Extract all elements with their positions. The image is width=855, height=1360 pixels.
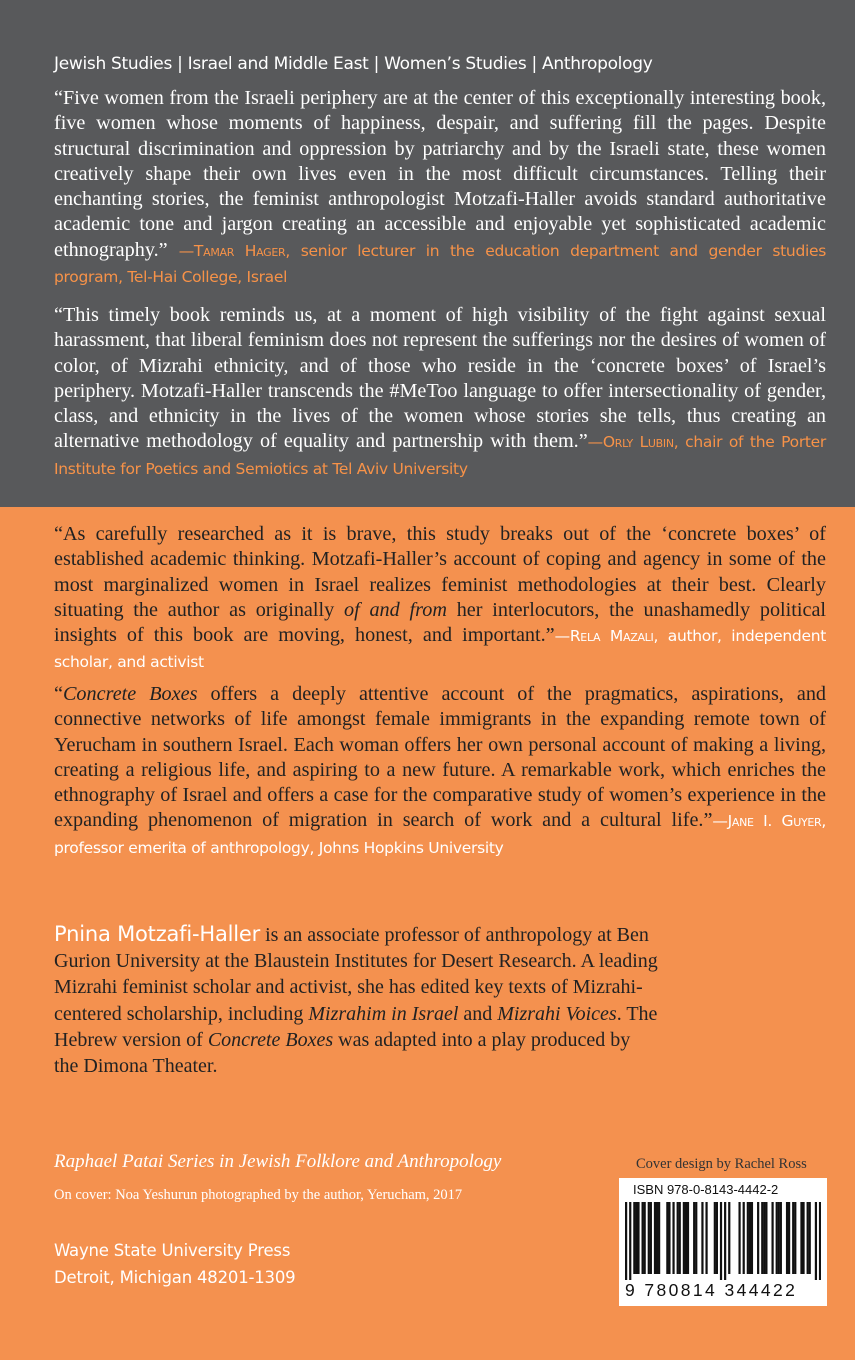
barcode-bar	[701, 1202, 703, 1274]
barcode-bar	[625, 1202, 627, 1280]
barcode-digits: 9 780814 344422	[625, 1280, 798, 1300]
barcode-bar	[642, 1202, 644, 1274]
bio-italic-1: Mizrahim in Israel	[308, 1002, 459, 1025]
barcode-bar	[792, 1202, 794, 1274]
barcode-bar	[788, 1202, 790, 1274]
barcode-bar	[743, 1202, 745, 1274]
barcode-bar	[720, 1202, 722, 1280]
barcode-bar	[705, 1202, 707, 1274]
blurb-3-text-b: her interlocutors, the unashamedly political insights of this book are moving, honest, and important.”	[54, 598, 827, 647]
barcode-bar	[776, 1202, 778, 1274]
barcode-bar	[650, 1202, 652, 1274]
barcode-bar	[637, 1202, 639, 1274]
barcode-bar	[724, 1202, 726, 1280]
top-gray-band	[0, 0, 855, 507]
barcode-bar	[757, 1202, 759, 1274]
barcode-bar	[800, 1202, 802, 1274]
blurb-4	[54, 682, 826, 861]
barcode-bar	[656, 1202, 658, 1274]
barcode-bar	[687, 1202, 689, 1274]
barcode-bar	[815, 1202, 817, 1280]
blurb-2-text: “This timely book reminds us, at a moment of high visibility of the fight against sexual harassment, that liberal feminism does not represent the sufferings nor the desires of women of color, of Mizrahi ethnicity, and of those who reside in the ‘concrete boxes’ of Israel’s periphery. Motzafi-Haller transcends the #MeToo language to offer intersectionality of gender, class, and ethnicity in the lives of the women whose stories she tells, thus creating an alternative methodology of equality and partnership with them.”	[54, 304, 826, 453]
barcode-bar	[683, 1202, 685, 1274]
barcode-bar	[672, 1202, 674, 1274]
bottom-orange-band	[0, 507, 855, 1360]
blurb-4-open-quote: “	[54, 683, 63, 705]
barcode-bar	[635, 1202, 637, 1274]
barcode-bar	[677, 1202, 679, 1274]
blurb-3	[54, 522, 826, 676]
author-name: Pnina Motzafi-Haller	[54, 922, 261, 946]
blurb-4-author: —Jane I. Guyer,	[712, 812, 826, 831]
barcode-bar	[716, 1202, 718, 1274]
bio-text-a: is an associate professor of anthropology at Ben Gurion University at the Blaustein Institutes for Desert Research. A leading Mizrahi feminist scholar and activist, she has edited key texts of Mizrahi-centered scholarship, including	[54, 924, 658, 1025]
cover-design-credit: Cover design by Rachel Ross	[636, 1156, 807, 1172]
barcode-bar	[668, 1202, 670, 1274]
blurb-3-author: —Rela Mazali,	[554, 627, 659, 646]
barcode-bar	[633, 1202, 635, 1274]
blurb-3-text-a: “As carefully researched as it is brave, this study breaks out of the ‘concrete boxes’ of established academic thinking. Motzafi-Haller’s account of coping and agency in some of the most marginalized women in Israel realizes feminist methodologies at their best. Clearly situating the author as originally	[54, 523, 826, 621]
barcode-bar	[819, 1202, 821, 1280]
barcode-bar	[658, 1202, 660, 1274]
barcode-bar	[648, 1202, 650, 1274]
barcode-bar	[809, 1202, 811, 1274]
barcode-bar	[751, 1202, 753, 1274]
barcode-bar	[771, 1202, 773, 1274]
blurb-4-text-italic: Concrete Boxes	[62, 683, 198, 705]
blurb-3-role: author, independent scholar, and activist	[54, 627, 826, 672]
publisher-block	[54, 1237, 295, 1291]
barcode-bar	[728, 1202, 730, 1274]
barcode-bar	[807, 1202, 809, 1274]
blurb-2	[54, 303, 826, 482]
blurb-1-author: —Tamar Hager,	[178, 241, 291, 260]
barcode-bar	[749, 1202, 751, 1274]
publisher-name: Wayne State University Press	[54, 1241, 291, 1260]
bio-text-b: and	[458, 1002, 498, 1025]
blurb-3-text-italic: of and from	[343, 598, 447, 621]
subject-categories: Jewish Studies | Israel and Middle East | Women’s Studies | Anthropology	[54, 54, 653, 74]
series-title: Raphael Patai Series in Jewish Folklore and Anthropology	[54, 1151, 502, 1172]
blurb-4-role: professor emerita of anthropology, Johns Hopkins University	[54, 838, 504, 857]
barcode-bar	[763, 1202, 765, 1274]
barcode-bar	[780, 1202, 782, 1274]
blurb-1	[54, 86, 826, 290]
barcode-bar	[685, 1202, 687, 1274]
barcode-bar	[765, 1202, 767, 1274]
barcode-bar	[644, 1202, 646, 1274]
barcode-bar	[786, 1202, 788, 1274]
barcode-bar	[761, 1202, 763, 1274]
barcode-bar	[794, 1202, 796, 1274]
bio-italic-2: Mizrahi Voices	[497, 1002, 617, 1025]
publisher-address: Detroit, Michigan 48201-1309	[54, 1268, 296, 1287]
blurb-1-text: “Five women from the Israeli periphery are at the center of this exceptionally interesting book, five women whose moments of happiness, despair, and suffering fill the pages. Despite structural discrimination and oppression by patriarchy and by the Israeli state, these women creatively shape their own lives even in the most difficult circumstances. Telling their enchanting stories, the feminist anthropologist Motzafi-Haller avoids standard authoritative academic tone and jargon creating an accessible and enjoyable yet sophisticated academic ethnography.”	[54, 87, 826, 261]
isbn-barcode	[619, 1178, 827, 1306]
barcode-bar	[629, 1202, 631, 1280]
barcode-bars	[625, 1202, 821, 1280]
cover-photo-credit: On cover: Noa Yeshurun photographed by the author, Yerucham, 2017	[54, 1187, 463, 1203]
barcode-bar	[666, 1202, 668, 1274]
isbn-label: ISBN 978-0-8143-4442-2	[633, 1182, 779, 1197]
barcode-bar	[693, 1202, 695, 1274]
barcode-bar	[679, 1202, 681, 1274]
author-bio	[54, 921, 659, 1079]
bio-text-d: was adapted into a play produced by the Dimona Theater.	[54, 1028, 631, 1078]
barcode-bar	[802, 1202, 804, 1274]
barcode-bar	[778, 1202, 780, 1274]
barcode-bar	[738, 1202, 740, 1274]
blurb-2-role: chair of the Porter Institute for Poetics and Semiotics at Tel Aviv University	[54, 433, 826, 478]
barcode-bar	[714, 1202, 716, 1274]
barcode-bar	[695, 1202, 697, 1274]
blurb-1-role: senior lecturer in the education department and gender studies program, Tel-Hai College, Israel	[54, 241, 826, 287]
barcode-bar	[747, 1202, 749, 1274]
blurb-4-text-b: offers a deeply attentive account of the pragmatics, aspirations, and connective networks of life amongst female immigrants in the expanding remote town of Yerucham in southern Israel. Each woman offers her own personal account of making a living, creating a religious life, and aspiring to a new future. A remarkable work, which enriches the ethnography of Israel and offers a case for the comparative study of women’s experience in the expanding phenomenon of migration in search of work and a cultural life.”	[54, 683, 827, 832]
barcode-bar	[654, 1202, 656, 1274]
blurb-2-author: —Orly Lubin,	[587, 433, 679, 452]
bio-italic-3: Concrete Boxes	[207, 1028, 334, 1051]
blurb-1-attribution	[54, 242, 826, 286]
bio-text-c: . The Hebrew version of	[54, 1002, 658, 1051]
